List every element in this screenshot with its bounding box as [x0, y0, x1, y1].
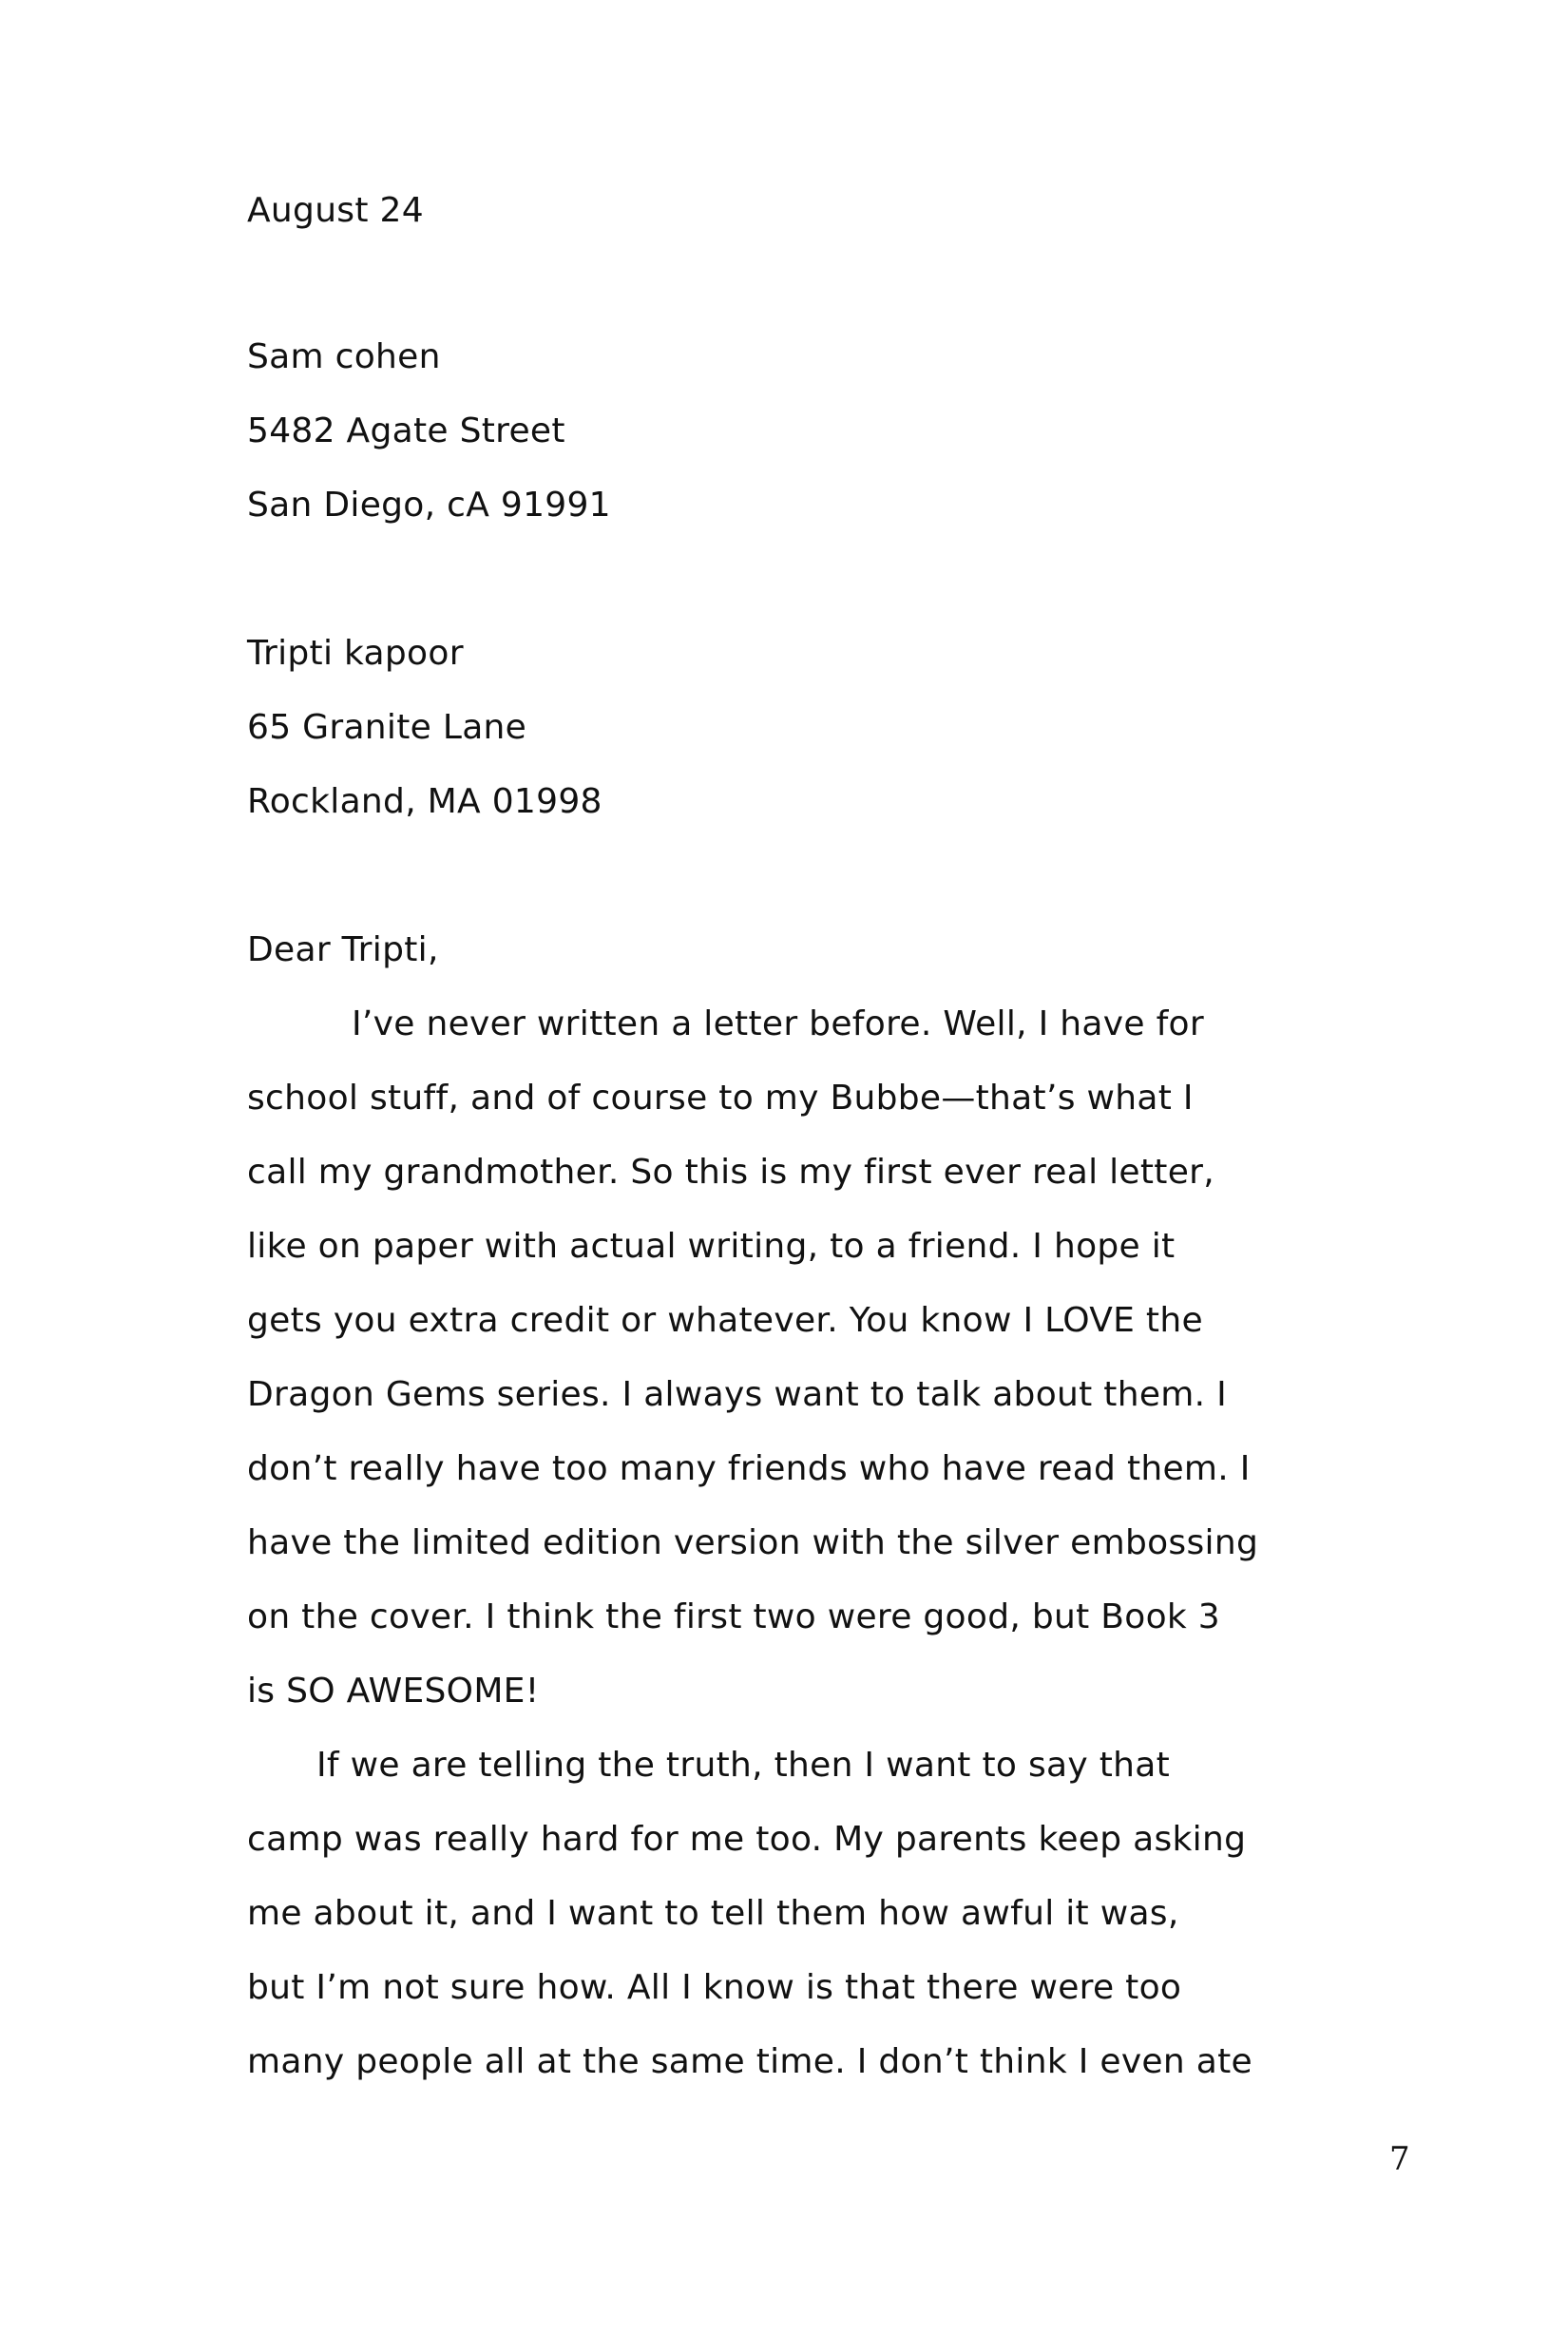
- body-line: don’t really have too many friends who have read them. I: [247, 1449, 1251, 1488]
- body-line: but I’m not sure how. All I know is that there were too: [247, 1968, 1182, 2007]
- sender-street: 5482 Agate Street: [247, 411, 565, 450]
- sender-name: Sam cohen: [247, 337, 441, 376]
- recipient-city: Rockland, MA 01998: [247, 782, 602, 821]
- body-line: like on paper with actual writing, to a friend. I hope it: [247, 1227, 1176, 1266]
- body-line: If we are telling the truth, then I want to say that: [316, 1746, 1171, 1785]
- letter-date: August 24: [247, 191, 424, 230]
- body-line: me about it, and I want to tell them how awful it was,: [247, 1894, 1179, 1933]
- body-line: gets you extra credit or whatever. You know I LOVE the: [247, 1301, 1203, 1340]
- body-line: is SO AWESOME!: [247, 1672, 540, 1711]
- body-line: on the cover. I think the first two were good, but Book 3: [247, 1597, 1221, 1636]
- salutation: Dear Tripti,: [247, 930, 439, 969]
- body-line: I’ve never written a letter before. Well, I have for: [352, 1004, 1204, 1043]
- body-line: many people all at the same time. I don’t think I even ate: [247, 2042, 1252, 2081]
- recipient-street: 65 Granite Lane: [247, 708, 527, 747]
- body-line: camp was really hard for me too. My parents keep asking: [247, 1820, 1247, 1859]
- recipient-name: Tripti kapoor: [247, 634, 464, 673]
- page-number: 7: [1389, 2140, 1410, 2178]
- body-line: have the limited edition version with the silver embossing: [247, 1523, 1259, 1562]
- body-line: school stuff, and of course to my Bubbe—that’s what I: [247, 1079, 1194, 1118]
- sender-city: San Diego, cA 91991: [247, 486, 611, 525]
- body-line: Dragon Gems series. I always want to talk about them. I: [247, 1375, 1228, 1414]
- body-line: call my grandmother. So this is my first ever real letter,: [247, 1153, 1214, 1192]
